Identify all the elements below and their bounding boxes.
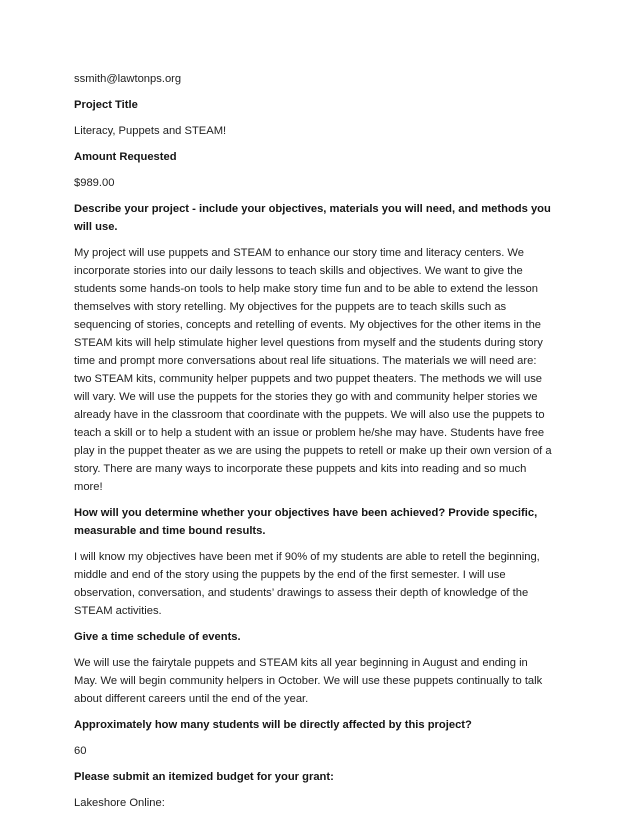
itemized-budget-label: Please submit an itemized budget for your grant:	[74, 771, 334, 783]
describe-project-label: Describe your project - include your objectives, materials you will need, and methods you will use.	[74, 203, 551, 233]
project-title-label: Project Title	[74, 99, 138, 111]
amount-requested-value: $989.00	[74, 177, 115, 189]
project-title-value: Literacy, Puppets and STEAM!	[74, 125, 227, 137]
amount-requested-label: Amount Requested	[74, 151, 177, 163]
students-affected-value: 60	[74, 745, 87, 757]
applicant-email: ssmith@lawtonps.org	[74, 73, 182, 85]
describe-project-text: My project will use puppets and STEAM to enhance our story time and literacy centers. We incorporate stories into our daily lessons to teach skills and objectives. We want to give the students some hands-on tools to help make story time fun and to be able to extend the lesson themselves with story retelling. My objectives for the puppets are to teach skills such as sequencing of stories, concepts and retelling of events. My objectives for the other items in the STEAM kits will help stimulate higher level questions from myself and the students during story time and prompt more conversations about real life situations. The materials we will need are: two STEAM kits, community helper puppets and two puppet theaters. The methods we will use will vary. We will use the puppets for the stories they go with and community helper stories we already have in the classroom that coordinate with the puppets. We will also use the puppets to teach a skill or to help a student with an issue or problem he/she may have. Students have free play in the puppet theater as we are using the puppets to retell or make up their own version of a story. There are many ways to incorporate these puppets and kits into reading and so much more!	[74, 247, 552, 493]
students-affected-label: Approximately how many students will be directly affected by this project?	[74, 719, 472, 731]
document-content	[74, 70, 554, 820]
time-schedule-text: We will use the fairytale puppets and STEAM kits all year beginning in August and ending in May. We will begin community helpers in October. We will use these puppets continually to talk about different careers until the end of the year.	[74, 657, 543, 705]
objectives-question-label: How will you determine whether your objectives have been achieved? Provide specific, measurable and time bound results.	[74, 507, 538, 537]
objectives-answer-text: I will know my objectives have been met if 90% of my students are able to retell the beginning, middle and end of the story using the puppets by the end of the first semester. I will use observation, conversation, and students’ drawings to assess their depth of knowledge of the STEAM activities.	[74, 551, 540, 617]
time-schedule-label: Give a time schedule of events.	[74, 631, 241, 643]
budget-vendor: Lakeshore Online:	[74, 797, 165, 809]
